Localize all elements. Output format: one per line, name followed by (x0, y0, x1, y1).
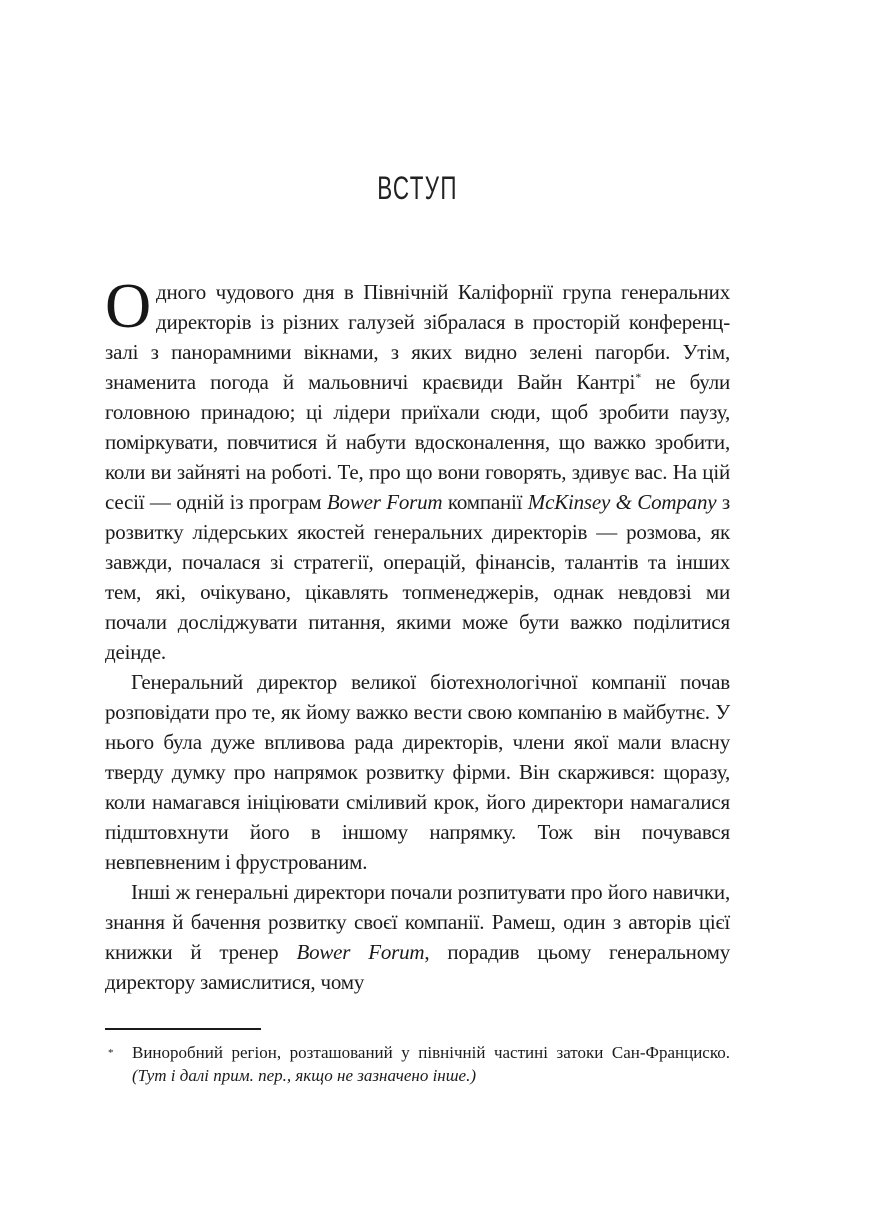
text-segment: Інші ж генеральні директори почали розпитувати про його навички, знання й бачення розвитку своєї компанії. Рамеш, один з авторів цієї книжки й тренер (105, 880, 730, 964)
chapter-title-row (105, 170, 730, 207)
text-segment: , порадив цьому генеральному директору замислитися, чому (105, 940, 730, 994)
footnote-ref: * (635, 370, 642, 384)
text-segment: Bower Forum (326, 490, 443, 514)
text-segment: Виноробний регіон, розташований у північній частині затоки Сан-Франциско. (132, 1043, 730, 1062)
drop-cap: О (105, 270, 152, 341)
body-text (105, 270, 731, 997)
text-segment: компанії (442, 490, 528, 514)
paragraph-2-text (105, 670, 730, 874)
footnote (105, 1041, 730, 1087)
paragraph-3 (105, 877, 730, 997)
text-segment: з розвитку лідерських якостей генеральних директорів — розмова, як завжди, почалася зі стратегії, операцій, фінансів, талантів та інших тем, які, очікувано, цікавлять топменеджерів, однак невдовзі ми почали досліджувати питання, якими може бути важко поділитися деінде. (105, 490, 730, 664)
text-segment: Генеральний директор великої біотехнологічної компанії почав розповідати про те, як йому важко вести свою компанію в майбутнє. У нього була дуже впливова рада директорів, члени якої мали власну тверду думку про напрямок розвитку фірми. Він скаржився: щоразу, коли намагався ініціювати сміливий крок, його директори намагалися підштовхнути його в іншому напрямку. Тож він почувався невпевненим і фрустрованим. (105, 670, 730, 874)
text-segment: дного чудового дня в Північній Каліфорнії група генеральних директорів із різних галузей зібралася в просторій конференц-залі з панорамними вікнами, з яких видно зелені пагорби. Утім, знаменита погода й мальовничі краєвиди Вайн Кантрі (105, 280, 730, 394)
text-segment: не були головною принадою; ці лідери приїхали сюди, щоб зробити паузу, поміркувати, повчитися й набути вдосконалення, що важко зробити, коли ви зайняті на роботі. Те, про що вони говорять, здивує вас. На цій сесії — одній із програм (105, 370, 731, 514)
paragraph-3-text (105, 880, 730, 994)
footnote-marker: * (108, 1047, 114, 1059)
text-segment: McKinsey & Company (527, 490, 717, 514)
footnote-text (132, 1043, 730, 1085)
footnote-section (105, 1028, 730, 1087)
paragraph-1 (105, 270, 731, 667)
footnote-divider (105, 1028, 261, 1030)
text-segment: Bower Forum (296, 940, 425, 964)
paragraph-2 (105, 667, 730, 877)
text-segment: (Тут і далі прим. пер., якщо не зазначено інше.) (132, 1066, 477, 1085)
paragraph-1-text (105, 270, 731, 664)
chapter-title: ВСТУП (377, 170, 458, 206)
